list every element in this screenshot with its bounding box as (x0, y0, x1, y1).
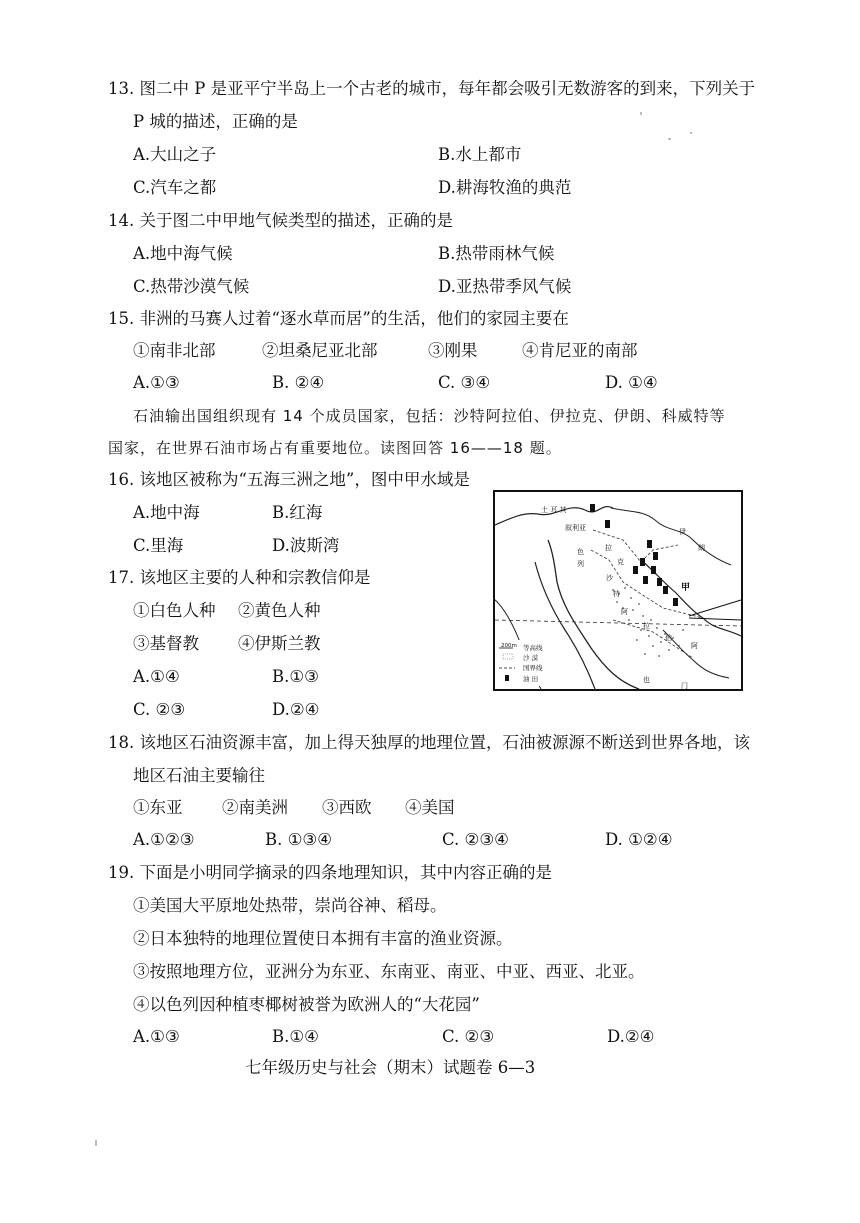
q18-option-c: C. ②③④ (442, 830, 509, 849)
q19-option-c: C. ②③ (442, 1027, 495, 1046)
map-label-iran-2: 朗 (698, 544, 705, 552)
passage-line2: 国家，在世界石油市场占有重要地位。读图回答 16——18 题。 (108, 439, 562, 457)
q13-option-c: C.汽车之都 (133, 178, 217, 197)
q15-option-b: B. ②④ (272, 373, 325, 392)
q13-stem-line2: P 城的描述，正确的是 (133, 112, 298, 131)
q18-stem-line1: 18. 该地区石油资源丰富，加上得天独厚的地理位置，石油被源源不断送到世界各地，该 (108, 733, 750, 752)
q17-stem: 17. 该地区主要的人种和宗教信仰是 (108, 568, 371, 587)
middle-east-map (493, 490, 743, 691)
map-label-turkey: 土 耳 其 (541, 506, 567, 514)
q19-option-b: B.①④ (272, 1027, 319, 1046)
map-label-oman: 阿 (691, 642, 698, 650)
q16-option-a: A.地中海 (133, 503, 200, 522)
map-label-iraq-2: 克 (617, 558, 624, 566)
legend-border: 国界线 (523, 664, 543, 672)
q15-item-1: ①南非北部 (133, 341, 216, 360)
q17-item-1: ①白色人种 (133, 601, 216, 620)
q13-option-b: B.水上都市 (438, 145, 522, 164)
q18-option-d: D. ①②④ (605, 830, 673, 849)
legend-desert: 沙 漠 (523, 654, 539, 662)
map-label-saudi-3: 阿 (621, 608, 628, 616)
map-label-iraq-1: 拉 (605, 544, 612, 552)
map-legend (497, 640, 557, 686)
q17-option-d: D.②④ (272, 700, 320, 719)
q18-option-b: B. ①③④ (265, 830, 332, 849)
map-label-yemen-2: 门 (681, 682, 688, 690)
legend-oilfield: 油 田 (523, 675, 539, 683)
q15-stem: 15. 非洲的马赛人过着“逐水草而居”的生活，他们的家园主要在 (108, 309, 569, 328)
map-label-saudi-5: 伯 (665, 634, 672, 642)
legend-contour-value: 200m (501, 643, 517, 649)
scan-speck (668, 138, 671, 140)
q13-stem-line1: 13. 图二中 P 是亚平宁半岛上一个古老的城市，每年都会吸引无数游客的到来，下列关于 (108, 79, 756, 98)
q17-option-b: B.①③ (272, 667, 319, 686)
map-label-saudi-1: 沙 (606, 574, 613, 582)
q14-stem: 14. 关于图二中甲地气候类型的描述，正确的是 (108, 211, 453, 230)
map-label-israel-1: 色 (577, 548, 584, 556)
q19-item-2: ②日本独特的地理位置使日本拥有丰富的渔业资源。 (133, 929, 513, 948)
map-label-israel-2: 列 (577, 560, 584, 568)
q18-item-3: ③西欧 (322, 798, 372, 817)
q14-option-d: D.亚热带季风气候 (438, 277, 572, 296)
q16-option-b: B.红海 (272, 503, 323, 522)
q15-item-3: ③刚果 (428, 341, 478, 360)
map-label-iran-1: 伊 (679, 528, 686, 536)
q13-option-a: A.大山之子 (133, 145, 217, 164)
map-label-yemen-1: 也 (643, 676, 650, 684)
q16-option-d: D.波斯湾 (272, 536, 340, 555)
q18-item-2: ②南美洲 (222, 798, 288, 817)
q16-option-c: C.里海 (133, 536, 184, 555)
q14-option-c: C.热带沙漠气候 (133, 277, 250, 296)
q19-option-a: A.①③ (133, 1027, 180, 1046)
q15-option-a: A.①③ (133, 373, 180, 392)
scan-speck (95, 1140, 97, 1146)
q13-option-d: D.耕海牧渔的典范 (438, 178, 572, 197)
q15-item-4: ④肯尼亚的南部 (522, 341, 638, 360)
q17-option-c: C. ②③ (133, 700, 186, 719)
q18-item-1: ①东亚 (133, 798, 183, 817)
q14-option-a: A.地中海气候 (133, 244, 233, 263)
legend-contour: 等高线 (523, 644, 543, 652)
q17-option-a: A.①④ (133, 667, 180, 686)
passage-line1: 石油输出国组织现有 14 个成员国家，包括：沙特阿拉伯、伊拉克、伊朗、科威特等 (133, 407, 726, 425)
q18-item-4: ④美国 (405, 798, 455, 817)
map-label-syria: 叙利亚 (565, 524, 586, 532)
q19-stem: 19. 下面是小明同学摘录的四条地理知识，其中内容正确的是 (108, 863, 552, 882)
q14-option-b: B.热带雨林气候 (438, 244, 555, 263)
q17-item-4: ④伊斯兰教 (238, 634, 321, 653)
map-label-jia: 甲 (681, 583, 691, 593)
scan-speck (640, 112, 642, 115)
q19-item-3: ③按照地理方位，亚洲分为东亚、东南亚、南亚、中亚、西亚、北亚。 (133, 962, 645, 981)
q17-item-3: ③基督教 (133, 634, 199, 653)
map-label-saudi-2: 特 (613, 590, 620, 598)
q16-stem: 16. 该地区被称为“五海三洲之地”，图中甲水域是 (108, 470, 470, 489)
q18-stem-line2: 地区石油主要输往 (133, 766, 265, 785)
q19-option-d: D.②④ (607, 1027, 655, 1046)
q19-item-4: ④以色列因种植枣椰树被誉为欧洲人的“大花园” (133, 995, 480, 1014)
scan-speck (690, 132, 692, 134)
q15-option-d: D. ①④ (605, 373, 658, 392)
map-label-saudi-4: 拉 (643, 622, 650, 630)
q17-item-2: ②黄色人种 (238, 601, 321, 620)
q15-option-c: C. ③④ (438, 373, 491, 392)
page-footer: 七年级历史与社会（期末）试题卷 6—3 (245, 1058, 536, 1077)
q19-item-1: ①美国大平原地处热带，崇尚谷神、稻母。 (133, 896, 447, 915)
q18-option-a: A.①②③ (133, 830, 195, 849)
q15-item-2: ②坦桑尼亚北部 (262, 341, 378, 360)
